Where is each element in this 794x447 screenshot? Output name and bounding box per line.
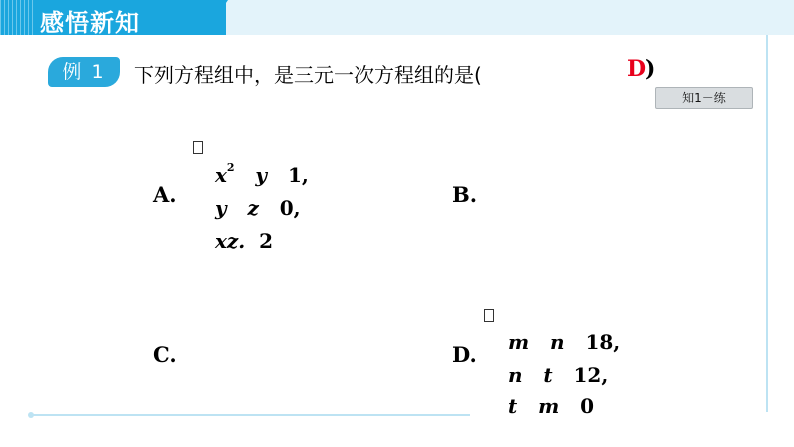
option-b-label: B. [452, 182, 478, 207]
answer-letter: D [627, 56, 647, 82]
frame-right-line [766, 35, 768, 412]
option-a-equation-2: y z 0, [214, 196, 301, 220]
header-hatch-decoration [0, 0, 34, 35]
example-badge: 例 1 [48, 57, 120, 87]
header-notch [204, 0, 228, 35]
option-a-equation-3: xz. 2 [214, 229, 274, 253]
option-a-equation-1: $x^2$ y 1, [214, 161, 309, 187]
brace-placeholder-icon [484, 309, 494, 322]
option-d-equation-3: t m 0 [507, 394, 595, 418]
question-close-paren: ) [645, 56, 656, 82]
option-c-label: C. [153, 342, 177, 367]
section-title: 感悟新知 [40, 9, 140, 37]
option-a-label: A. [153, 182, 177, 207]
option-d-label: D. [452, 342, 477, 367]
practice-tag[interactable]: 知1－练 [655, 87, 753, 109]
frame-bottom-line [30, 414, 470, 416]
option-d-equation-1: m n 18, [507, 330, 621, 354]
option-d-equation-2: n t 12, [507, 363, 609, 387]
question-text: 下列方程组中，是三元一次方程组的是( [134, 63, 482, 87]
